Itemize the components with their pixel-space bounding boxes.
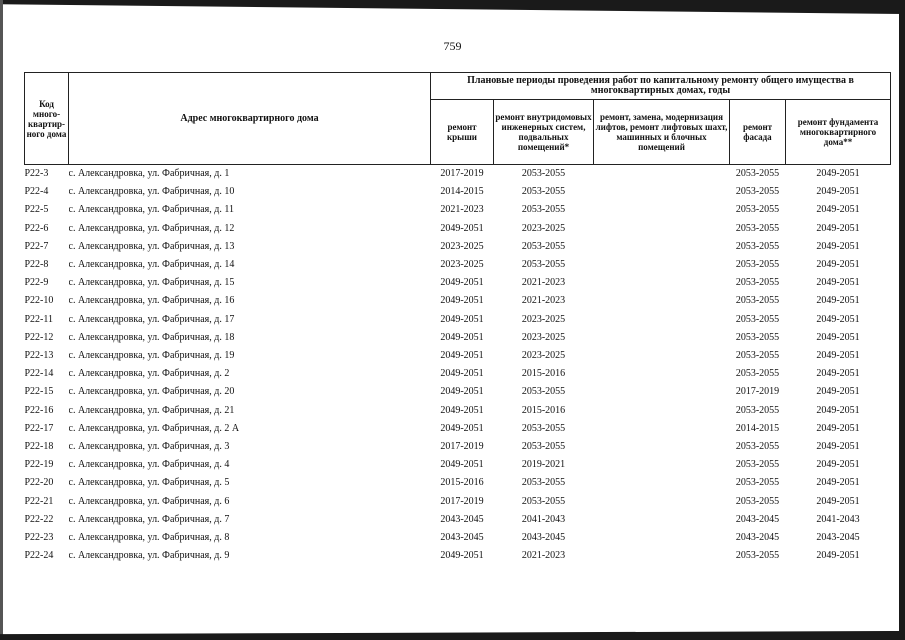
table-row <box>25 365 891 383</box>
scan-border-top <box>0 0 905 14</box>
header-engineering-systems: ремонт внутридомовых инженерных систем, подвальных помещений* <box>494 100 594 165</box>
cell-foundation: 2043-2045 <box>816 532 860 544</box>
cell-facade: 2053-2055 <box>735 404 780 416</box>
cell-systems: 2021-2023 <box>521 295 566 307</box>
table-row <box>25 183 891 201</box>
cell-roof: 2017-2019 <box>431 165 494 184</box>
cell-systems: 2053-2055 <box>521 186 566 198</box>
table-row <box>25 292 891 310</box>
header-planned-periods: Плановые периоды проведения работ по капитальному ремонту общего имущества в многоквартирных домах, годы <box>431 73 891 100</box>
table-row <box>25 238 891 256</box>
cell-lifts <box>594 165 730 184</box>
cell-code: Р22-8 <box>24 259 49 271</box>
table-row <box>25 220 891 238</box>
cell-lifts <box>594 493 730 511</box>
cell-systems: 2053-2055 <box>521 259 566 271</box>
cell-address: с. Александровка, ул. Фабричная, д. 12 <box>68 222 235 234</box>
table-row <box>25 256 891 274</box>
cell-roof: 2023-2025 <box>440 240 484 252</box>
cell-address: с. Александровка, ул. Фабричная, д. 21 <box>68 404 235 416</box>
cell-lifts <box>594 220 730 238</box>
header-facade: ремонт фасада <box>730 100 786 165</box>
cell-roof: 2049-2051 <box>440 459 484 471</box>
cell-systems: 2053-2055 <box>521 477 566 489</box>
cell-code: Р22-21 <box>24 495 54 507</box>
cell-address: с. Александровка, ул. Фабричная, д. 19 <box>68 350 235 362</box>
table-header <box>25 73 891 165</box>
cell-lifts <box>594 274 730 292</box>
cell-roof: 2017-2019 <box>440 495 484 507</box>
cell-facade: 2053-2055 <box>735 350 780 362</box>
cell-facade: 2043-2045 <box>735 532 780 544</box>
scan-border-left <box>0 0 3 640</box>
cell-foundation: 2049-2051 <box>816 259 860 271</box>
scan-border-bottom <box>0 631 905 640</box>
repair-schedule-table <box>24 72 891 565</box>
cell-address: с. Александровка, ул. Фабричная, д. 1 <box>69 165 431 184</box>
table-body <box>25 165 891 566</box>
cell-facade: 2053-2055 <box>735 441 780 453</box>
cell-address: с. Александровка, ул. Фабричная, д. 18 <box>68 331 235 343</box>
cell-code: Р22-6 <box>24 222 49 234</box>
cell-systems: 2015-2016 <box>521 404 566 416</box>
cell-lifts <box>594 256 730 274</box>
cell-systems: 2023-2025 <box>521 350 566 362</box>
cell-foundation: 2049-2051 <box>816 550 860 562</box>
cell-roof: 2049-2051 <box>440 222 484 234</box>
table-row <box>25 311 891 329</box>
cell-roof: 2049-2051 <box>440 386 484 398</box>
cell-address: с. Александровка, ул. Фабричная, д. 8 <box>68 532 230 544</box>
cell-foundation: 2049-2051 <box>816 350 860 362</box>
cell-facade: 2053-2055 <box>735 222 780 234</box>
cell-roof: 2049-2051 <box>440 277 484 289</box>
cell-code: Р22-14 <box>24 368 54 380</box>
cell-lifts <box>594 474 730 492</box>
cell-roof: 2049-2051 <box>440 350 484 362</box>
cell-foundation: 2049-2051 <box>816 495 860 507</box>
cell-foundation: 2049-2051 <box>816 240 860 252</box>
cell-address: с. Александровка, ул. Фабричная, д. 6 <box>68 495 230 507</box>
cell-facade: 2053-2055 <box>735 204 780 216</box>
cell-address: с. Александровка, ул. Фабричная, д. 14 <box>68 259 235 271</box>
table-row <box>25 329 891 347</box>
cell-code: Р22-16 <box>24 404 54 416</box>
cell-facade: 2053-2055 <box>735 277 780 289</box>
cell-systems: 2019-2021 <box>521 459 566 471</box>
cell-roof: 2049-2051 <box>440 368 484 380</box>
cell-code: Р22-24 <box>24 550 54 562</box>
cell-code: Р22-3 <box>25 165 69 184</box>
cell-roof: 2049-2051 <box>440 331 484 343</box>
cell-foundation: 2049-2051 <box>816 222 860 234</box>
table-row <box>25 420 891 438</box>
cell-systems: 2023-2025 <box>521 222 566 234</box>
cell-facade: 2053-2055 <box>735 495 780 507</box>
table-row <box>25 274 891 292</box>
cell-address: с. Александровка, ул. Фабричная, д. 4 <box>68 459 230 471</box>
cell-systems: 2053-2055 <box>521 204 566 216</box>
cell-roof: 2049-2051 <box>440 295 484 307</box>
cell-lifts <box>594 292 730 310</box>
cell-code: Р22-5 <box>24 204 49 216</box>
cell-roof: 2049-2051 <box>440 404 484 416</box>
cell-address: с. Александровка, ул. Фабричная, д. 20 <box>68 386 235 398</box>
header-address: Адрес многоквартирного дома <box>69 73 431 165</box>
cell-foundation: 2049-2051 <box>786 165 891 184</box>
cell-facade: 2053-2055 <box>735 259 780 271</box>
cell-roof: 2043-2045 <box>440 532 484 544</box>
cell-roof: 2043-2045 <box>440 513 484 525</box>
table-row <box>25 456 891 474</box>
cell-foundation: 2049-2051 <box>816 368 860 380</box>
cell-code: Р22-20 <box>24 477 54 489</box>
cell-foundation: 2049-2051 <box>816 204 860 216</box>
cell-systems: 2043-2045 <box>521 532 566 544</box>
cell-foundation: 2049-2051 <box>816 295 860 307</box>
cell-code: Р22-4 <box>24 186 49 198</box>
cell-lifts <box>594 365 730 383</box>
cell-systems: 2015-2016 <box>521 368 566 380</box>
cell-facade: 2017-2019 <box>735 386 780 398</box>
scan-border-right <box>899 0 905 640</box>
cell-code: Р22-19 <box>24 459 54 471</box>
table-row <box>25 402 891 420</box>
cell-roof: 2017-2019 <box>440 441 484 453</box>
cell-code: Р22-17 <box>24 422 54 434</box>
cell-facade: 2043-2045 <box>735 513 780 525</box>
cell-systems: 2021-2023 <box>521 277 566 289</box>
cell-address: с. Александровка, ул. Фабричная, д. 5 <box>68 477 230 489</box>
cell-lifts <box>594 347 730 365</box>
cell-lifts <box>594 456 730 474</box>
cell-address: с. Александровка, ул. Фабричная, д. 2 <box>68 368 230 380</box>
cell-code: Р22-11 <box>24 313 54 325</box>
cell-code: Р22-15 <box>24 386 54 398</box>
cell-address: с. Александровка, ул. Фабричная, д. 7 <box>68 513 230 525</box>
table-row <box>25 165 891 184</box>
cell-foundation: 2049-2051 <box>816 313 860 325</box>
cell-facade: 2014-2015 <box>735 422 780 434</box>
cell-systems: 2023-2025 <box>521 313 566 325</box>
cell-lifts <box>594 402 730 420</box>
cell-roof: 2049-2051 <box>440 422 484 434</box>
table-row <box>25 438 891 456</box>
cell-systems: 2021-2023 <box>521 550 566 562</box>
cell-facade: 2053-2055 <box>735 368 780 380</box>
table-row <box>25 474 891 492</box>
table-row <box>25 493 891 511</box>
cell-lifts <box>594 183 730 201</box>
cell-roof: 2014-2015 <box>440 186 484 198</box>
cell-facade: 2053-2055 <box>735 240 780 252</box>
cell-code: Р22-22 <box>24 513 54 525</box>
cell-roof: 2023-2025 <box>440 259 484 271</box>
cell-address: с. Александровка, ул. Фабричная, д. 15 <box>68 277 235 289</box>
cell-foundation: 2049-2051 <box>816 186 860 198</box>
cell-address: с. Александровка, ул. Фабричная, д. 10 <box>68 186 235 198</box>
cell-foundation: 2041-2043 <box>816 513 860 525</box>
cell-systems: 2023-2025 <box>521 331 566 343</box>
cell-lifts <box>594 311 730 329</box>
cell-foundation: 2049-2051 <box>816 477 860 489</box>
cell-roof: 2049-2051 <box>440 550 484 562</box>
header-code: Код много-квартир-ного дома <box>25 73 69 165</box>
cell-lifts <box>594 383 730 401</box>
table-row <box>25 201 891 219</box>
cell-address: с. Александровка, ул. Фабричная, д. 11 <box>68 204 234 216</box>
cell-lifts <box>594 420 730 438</box>
header-foundation: ремонт фундамента многоквартирного дома** <box>786 100 891 165</box>
table-row <box>25 347 891 365</box>
cell-lifts <box>594 329 730 347</box>
cell-address: с. Александровка, ул. Фабричная, д. 17 <box>68 313 235 325</box>
cell-address: с. Александровка, ул. Фабричная, д. 2 А <box>68 422 240 434</box>
cell-systems: 2053-2055 <box>494 165 594 184</box>
cell-lifts <box>594 438 730 456</box>
header-lifts: ремонт, замена, модернизация лифтов, ремонт лифтовых шахт, машинных и блочных помещений <box>594 100 730 165</box>
cell-foundation: 2049-2051 <box>816 404 860 416</box>
cell-code: Р22-7 <box>24 240 49 252</box>
page-number: 759 <box>443 39 462 53</box>
table-row <box>25 511 891 529</box>
cell-roof: 2015-2016 <box>440 477 484 489</box>
cell-systems: 2053-2055 <box>521 240 566 252</box>
cell-code: Р22-13 <box>24 350 54 362</box>
cell-address: с. Александровка, ул. Фабричная, д. 9 <box>68 550 230 562</box>
cell-foundation: 2049-2051 <box>816 277 860 289</box>
cell-code: Р22-10 <box>24 295 54 307</box>
cell-code: Р22-18 <box>24 441 54 453</box>
cell-foundation: 2049-2051 <box>816 441 860 453</box>
table-row <box>25 547 891 565</box>
cell-address: с. Александровка, ул. Фабричная, д. 16 <box>68 295 235 307</box>
cell-lifts <box>594 511 730 529</box>
cell-code: Р22-23 <box>24 532 54 544</box>
cell-facade: 2053-2055 <box>735 186 780 198</box>
cell-systems: 2053-2055 <box>521 495 566 507</box>
cell-systems: 2053-2055 <box>521 441 566 453</box>
cell-facade: 2053-2055 <box>735 550 780 562</box>
cell-lifts <box>594 201 730 219</box>
cell-foundation: 2049-2051 <box>816 422 860 434</box>
cell-facade: 2053-2055 <box>735 331 780 343</box>
cell-code: Р22-9 <box>24 277 49 289</box>
cell-address: с. Александровка, ул. Фабричная, д. 13 <box>68 240 235 252</box>
cell-code: Р22-12 <box>24 331 54 343</box>
cell-roof: 2021-2023 <box>440 204 484 216</box>
cell-facade: 2053-2055 <box>735 313 780 325</box>
cell-systems: 2053-2055 <box>521 422 566 434</box>
cell-systems: 2053-2055 <box>521 386 566 398</box>
cell-foundation: 2049-2051 <box>816 331 860 343</box>
cell-roof: 2049-2051 <box>440 313 484 325</box>
cell-lifts <box>594 238 730 256</box>
cell-foundation: 2049-2051 <box>816 386 860 398</box>
cell-lifts <box>594 529 730 547</box>
cell-lifts <box>594 547 730 565</box>
cell-foundation: 2049-2051 <box>816 459 860 471</box>
cell-facade: 2053-2055 <box>735 459 780 471</box>
cell-facade: 2053-2055 <box>730 165 786 184</box>
cell-address: с. Александровка, ул. Фабричная, д. 3 <box>68 441 230 453</box>
cell-systems: 2041-2043 <box>521 513 566 525</box>
table-row <box>25 529 891 547</box>
cell-facade: 2053-2055 <box>735 477 780 489</box>
table-row <box>25 383 891 401</box>
cell-facade: 2053-2055 <box>735 295 780 307</box>
header-roof: ремонт крыши <box>431 100 494 165</box>
